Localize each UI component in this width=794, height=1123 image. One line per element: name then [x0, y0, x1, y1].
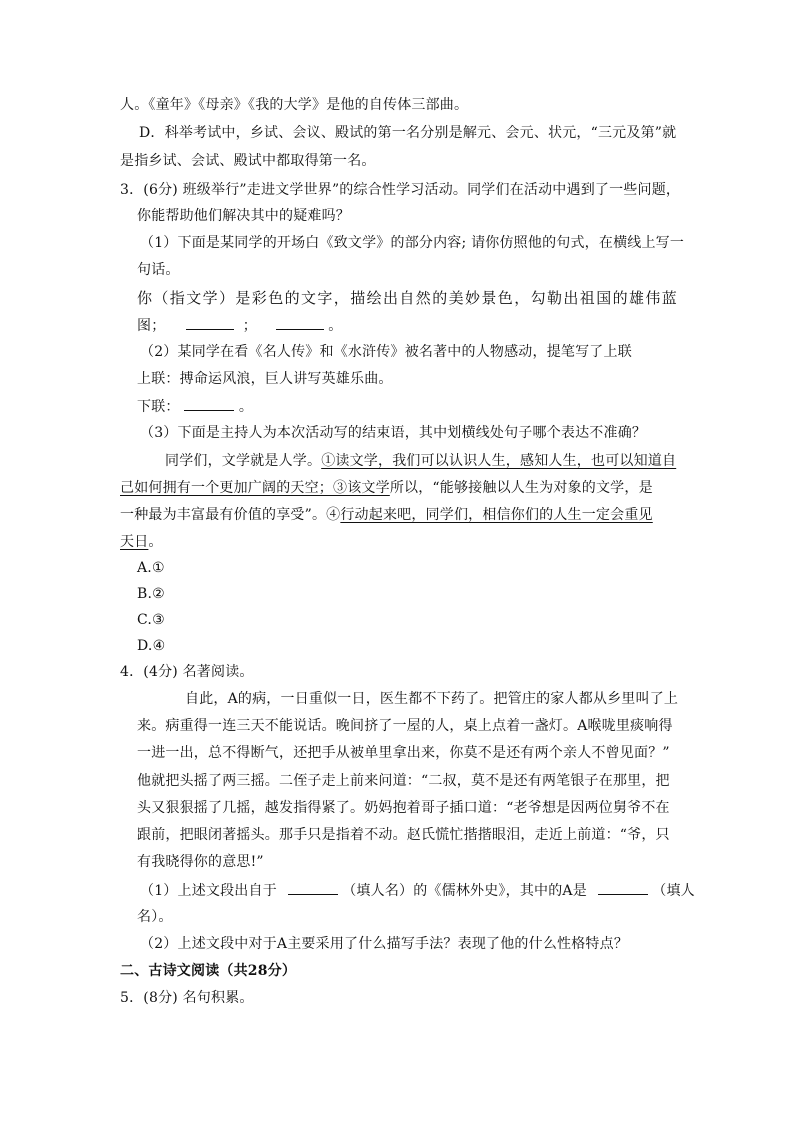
- text-segment: 同学们，文学就是人学。: [165, 453, 322, 469]
- q3-part2: （2）某同学在看《名人传》和《水浒传》被名著中的人物感动，提笔写了上联: [140, 344, 632, 360]
- question-4-title: 4．(4分) 名著阅读。: [120, 664, 254, 680]
- text-segment: （填人名）的《儒林外史》，其中的A是: [342, 883, 587, 899]
- q3-part2-blank: [137, 396, 253, 417]
- underlined-sentence: 天日: [120, 534, 149, 550]
- choice-b[interactable]: B.②: [137, 586, 165, 602]
- option-d-line: 是指乡试、会试、殿试中都取得第一名。: [120, 153, 376, 169]
- reading-passage: 他就把头摇了两三摇。二侄子走上前来问道：“二叔，莫不是还有两笔银子在那里，把: [137, 773, 670, 789]
- text-segment: 。: [238, 399, 254, 415]
- reading-passage: 来。病重得一连三天不能说话。晚间挤了一屋的人，桌上点着一盏灯。A喉咙里痰响得: [137, 718, 673, 734]
- underlined-sentence: 己如何拥有一个更加广阔的天空；③该文学: [120, 480, 390, 496]
- answer-blank[interactable]: [598, 880, 648, 895]
- question-3-title: 你能帮助他们解决其中的疑难吗？: [137, 208, 350, 224]
- q4-part1: [140, 880, 695, 901]
- question-3-title: 3．(6分) 班级举行”走进文学世界”的综合性学习活动。同学们在活动中遇到了一些问题，: [120, 182, 681, 198]
- q3-part3-paragraph: [120, 478, 653, 498]
- answer-blank[interactable]: [276, 315, 324, 330]
- option-d-line: D．科举考试中，乡试、会议、殿试的第一名分别是解元、会元、状元，“三元及第”就: [139, 125, 677, 141]
- q3-part1: 你（指文学）是彩色的文字，描绘出自然的美妙景色，勾勒出祖国的雄伟蓝: [137, 289, 679, 307]
- reading-passage: 跟前，把眼闭著摇头。那手只是指着不动。赵氏慌忙揩揩眼泪，走近上前道：“爷，只: [137, 827, 670, 843]
- text-segment: 一种最为丰富最有价值的享受”。④: [120, 507, 341, 523]
- underlined-sentence: 行动起来吧，同学们，相信你们的人生一定会重见: [340, 507, 653, 523]
- reading-passage: 一进一出，总不得断气，还把手从被单里拿出来，你莫不是还有两个亲人不曾见面？”: [137, 745, 670, 761]
- text-segment: 。: [148, 534, 163, 550]
- q3-part1: 句话。: [137, 262, 180, 278]
- answer-blank[interactable]: [184, 396, 234, 411]
- reading-passage: 有我晓得你的意思!”: [137, 854, 264, 870]
- text-segment: 下联：: [137, 399, 180, 415]
- q3-part1: （1）下面是某同学的开场白《致文学》的部分内容; 请你仿照他的句式，在横线上写一: [140, 235, 685, 251]
- q3-part3-paragraph: [120, 532, 163, 552]
- text-segment: 所以，“能够接触以人生为对象的文学，是: [389, 480, 653, 496]
- section-heading: 二、古诗文阅读（共28分）: [120, 963, 297, 979]
- reading-passage: 自此，A的病，一日重似一日，医生都不下药了。把管庄的家人都从乡里叫了上: [185, 691, 679, 707]
- text-segment: 图；: [137, 318, 166, 334]
- text-segment: ；: [242, 318, 257, 334]
- reading-passage: 头又狠狠摇了几摇，越发指得紧了。奶妈抱着哥子插口道：“老爷想是因两位舅爷不在: [137, 800, 670, 816]
- choice-a[interactable]: A.①: [137, 560, 165, 576]
- q3-part1-blanks: [137, 315, 342, 336]
- choice-d[interactable]: D.④: [137, 638, 166, 654]
- text-segment: （1）上述文段出自于: [140, 883, 277, 899]
- text-segment: 。: [328, 318, 343, 334]
- answer-blank[interactable]: [186, 315, 234, 330]
- q3-part3: （3）下面是主持人为本次活动写的结束语，其中划横线处句子哪个表达不准确？: [140, 425, 647, 441]
- q3-part3-paragraph: [165, 451, 676, 471]
- q4-part2: （2）上述文段中对于A主要采用了什么描写手法？表现了他的什么性格特点？: [140, 936, 629, 952]
- text-segment: （填人: [652, 883, 695, 899]
- q3-part2: 上联：搏命运风浪，巨人讲写英雄乐曲。: [137, 371, 393, 387]
- choice-c[interactable]: C.③: [137, 612, 165, 628]
- text-line: 人。《童年》《母亲》《我的大学》是他的自传体三部曲。: [120, 97, 469, 113]
- q3-part3-paragraph: [120, 505, 653, 525]
- question-5-title: 5．(8分) 名句积累。: [120, 990, 254, 1006]
- q4-part1: 名）。: [137, 909, 173, 925]
- underlined-sentence: ①读文学，我们可以认识人生，感知人生，也可以知道自: [321, 453, 677, 469]
- answer-blank[interactable]: [288, 880, 338, 895]
